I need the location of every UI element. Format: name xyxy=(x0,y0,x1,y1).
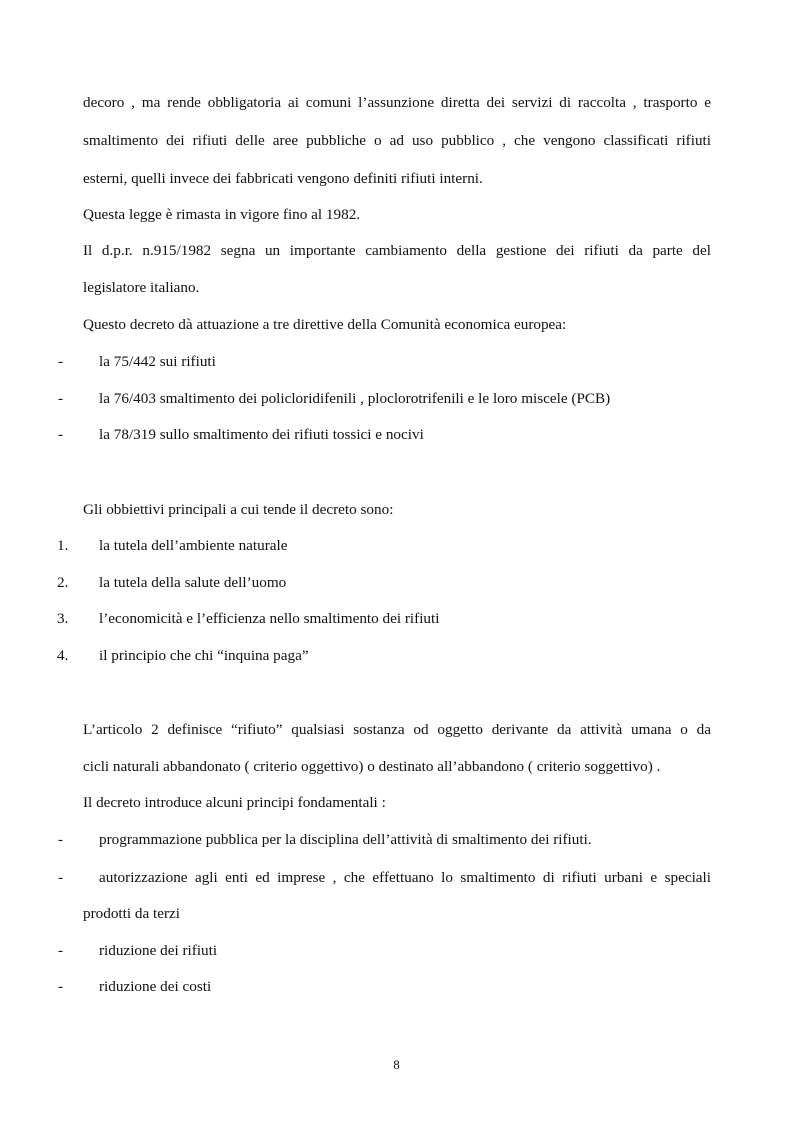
list-number: 2. xyxy=(57,574,69,591)
list-number: 4. xyxy=(57,647,69,664)
list-bullet-dash: - xyxy=(58,869,64,886)
paragraph-line: smaltimento dei rifiuti delle aree pubbliche o ad uso pubblico , che vengono classificati rifiuti xyxy=(83,132,711,149)
paragraph-line: cicli naturali abbandonato ( criterio oggettivo) o destinato all’abbandono ( criterio soggettivo) . xyxy=(83,758,661,775)
list-bullet-dash: - xyxy=(58,942,64,959)
list-item: la 78/319 sullo smaltimento dei rifiuti tossici e nocivi xyxy=(99,426,424,443)
list-item: la tutela della salute dell’uomo xyxy=(99,574,287,591)
list-bullet-dash: - xyxy=(58,426,64,443)
list-bullet-dash: - xyxy=(58,353,64,370)
list-item: programmazione pubblica per la disciplina dell’attività di smaltimento dei rifiuti. xyxy=(99,831,592,848)
list-bullet-dash: - xyxy=(58,831,64,848)
paragraph-line: Questo decreto dà attuazione a tre direttive della Comunità economica europea: xyxy=(83,316,567,333)
list-item: autorizzazione agli enti ed imprese , che effettuano lo smaltimento di rifiuti urbani e speciali xyxy=(99,869,711,886)
paragraph-line: decoro , ma rende obbligatoria ai comuni l’assunzione diretta dei servizi di raccolta , trasporto e xyxy=(83,94,711,111)
list-item: l’economicità e l’efficienza nello smaltimento dei rifiuti xyxy=(99,610,440,627)
paragraph-line: Il decreto introduce alcuni principi fondamentali : xyxy=(83,794,386,811)
paragraph-line: Il d.p.r. n.915/1982 segna un importante cambiamento della gestione dei rifiuti da parte del xyxy=(83,242,711,259)
list-bullet-dash: - xyxy=(58,978,64,995)
page-number: 8 xyxy=(393,1057,400,1072)
list-item: il principio che chi “inquina paga” xyxy=(99,647,309,664)
list-item-continuation: prodotti da terzi xyxy=(83,905,180,922)
list-number: 1. xyxy=(57,537,69,554)
list-item: la tutela dell’ambiente naturale xyxy=(99,537,288,554)
paragraph-line: esterni, quelli invece dei fabbricati vengono definiti rifiuti interni. xyxy=(83,170,483,187)
list-item: la 76/403 smaltimento dei policloridifenili , ploclorotrifenili e le loro miscele (PCB) xyxy=(99,390,611,407)
paragraph-line: Gli obbiettivi principali a cui tende il decreto sono: xyxy=(83,501,394,518)
list-item: riduzione dei rifiuti xyxy=(99,942,218,959)
paragraph-line: L’articolo 2 definisce “rifiuto” qualsiasi sostanza od oggetto derivante da attività umana o da xyxy=(83,721,711,738)
paragraph-line: Questa legge è rimasta in vigore fino al 1982. xyxy=(83,206,361,223)
paragraph-line: legislatore italiano. xyxy=(83,279,200,296)
list-number: 3. xyxy=(57,610,69,627)
list-item: la 75/442 sui rifiuti xyxy=(99,353,216,370)
list-bullet-dash: - xyxy=(58,390,64,407)
list-item: riduzione dei costi xyxy=(99,978,212,995)
